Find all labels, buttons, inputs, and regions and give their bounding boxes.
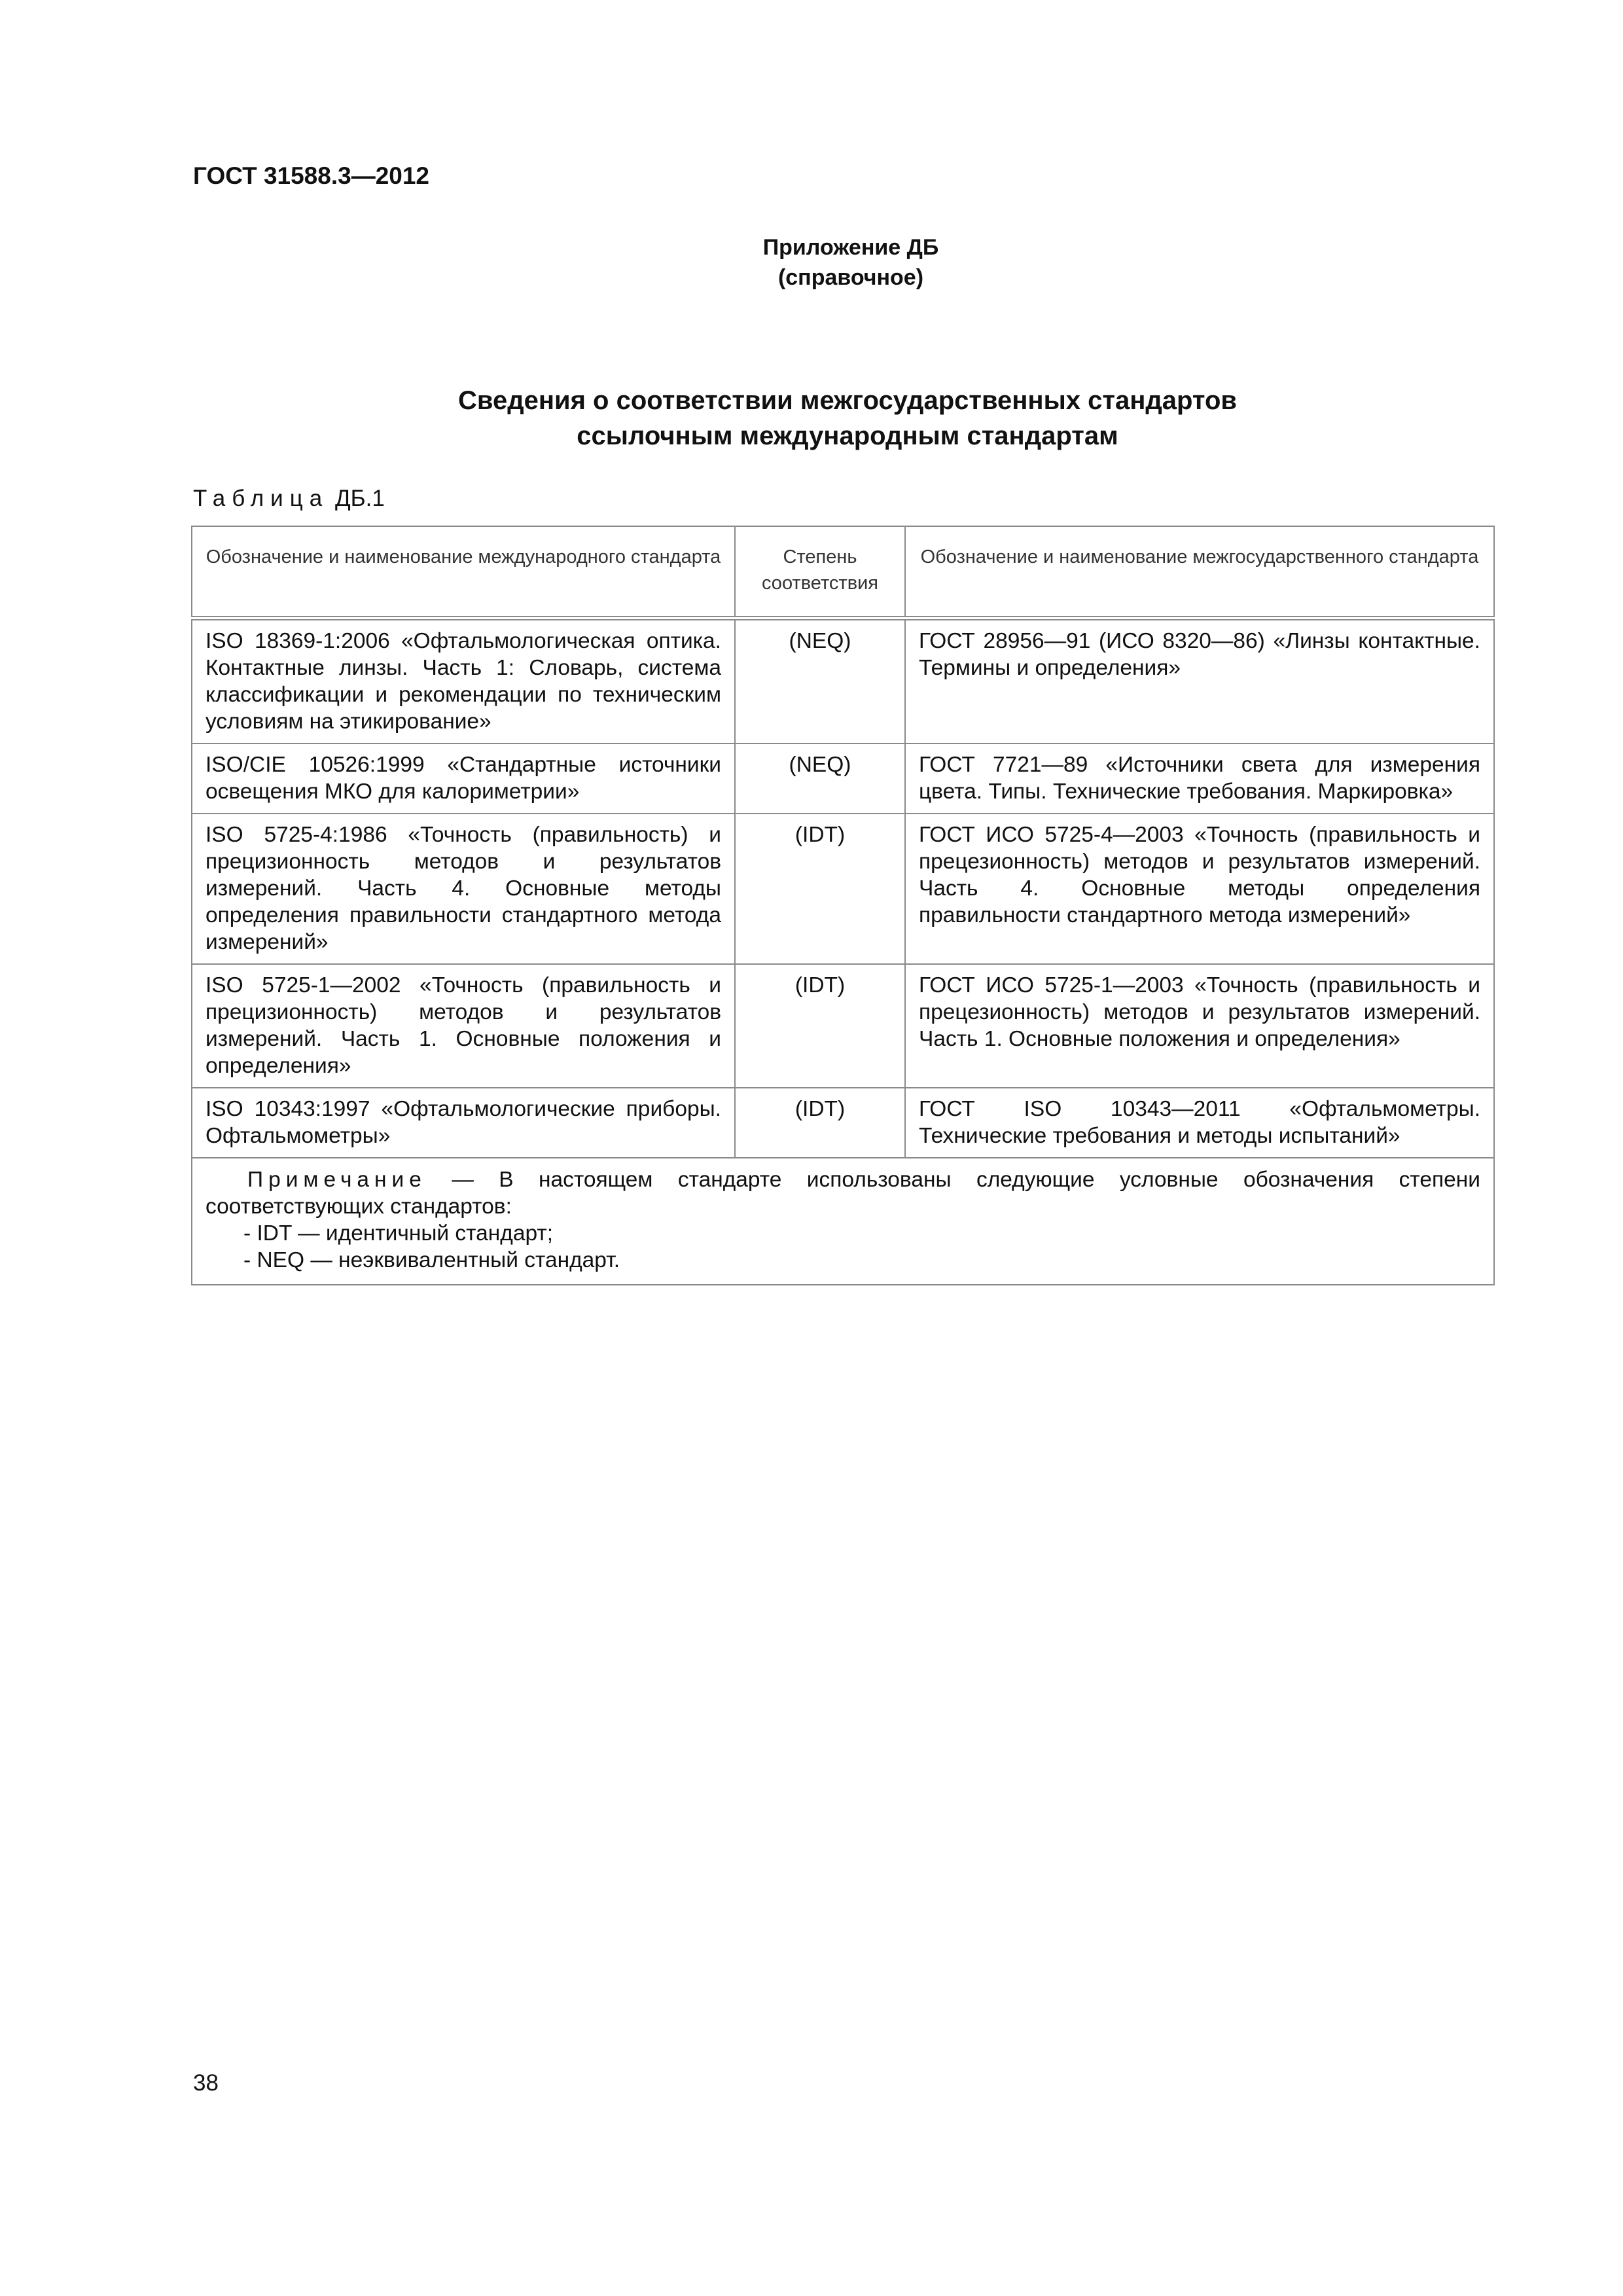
table-note-row bbox=[192, 1158, 1494, 1285]
table-header-row bbox=[192, 526, 1494, 619]
column-header-international: Обозначение и наименование международного стандарта bbox=[192, 526, 735, 619]
appendix-subtitle: (справочное) bbox=[777, 265, 924, 290]
table-row bbox=[192, 1088, 1494, 1158]
note-label: Примечание bbox=[247, 1168, 427, 1192]
note-body: — В настоящем стандарте использованы следующие условные обозначения степени соответствующих стандартов: bbox=[205, 1168, 1480, 1219]
table-caption-word: Таблица bbox=[193, 486, 329, 511]
cell-international-standard: ISO/CIE 10526:1999 «Стандартные источники освещения МКО для калориметрии» bbox=[192, 744, 735, 814]
document-code: ГОСТ 31588.3—2012 bbox=[193, 162, 430, 189]
table-caption bbox=[193, 486, 385, 512]
cell-degree: (IDT) bbox=[735, 814, 905, 964]
table-row bbox=[192, 619, 1494, 744]
cell-interstate-standard: ГОСТ 28956—91 (ИСО 8320—86) «Линзы контактные. Термины и определения» bbox=[905, 619, 1494, 744]
page-number: 38 bbox=[193, 2070, 219, 2096]
section-title bbox=[193, 383, 1502, 454]
cell-degree: (NEQ) bbox=[735, 619, 905, 744]
table-caption-id: ДБ.1 bbox=[334, 486, 385, 511]
cell-interstate-standard: ГОСТ 7721—89 «Источники света для измерения цвета. Типы. Технические требования. Маркировка» bbox=[905, 744, 1494, 814]
cell-degree: (IDT) bbox=[735, 964, 905, 1088]
note-text bbox=[205, 1166, 1480, 1220]
cell-interstate-standard: ГОСТ ИСО 5725-1—2003 «Точность (правильность и прецезионность) методов и результатов измерений. Часть 1. Основные положения и определения» bbox=[905, 964, 1494, 1088]
cell-international-standard: ISO 5725-1—2002 «Точность (правильность и прецизионность) методов и результатов измерений. Часть 1. Основные положения и определения» bbox=[192, 964, 735, 1088]
column-header-degree: Степень соответствия bbox=[735, 526, 905, 619]
cell-interstate-standard: ГОСТ ISO 10343—2011 «Офтальмометры. Технические требования и методы испытаний» bbox=[905, 1088, 1494, 1158]
cell-international-standard: ISO 18369-1:2006 «Офтальмологическая оптика. Контактные линзы. Часть 1: Словарь, система классификации и рекомендации по техническим условиям на этикирование» bbox=[192, 619, 735, 744]
table-note bbox=[192, 1158, 1494, 1285]
column-header-interstate: Обозначение и наименование межгосударственного стандарта bbox=[905, 526, 1494, 619]
table-row bbox=[192, 744, 1494, 814]
standards-table bbox=[191, 526, 1495, 1285]
appendix-title: Приложение ДБ bbox=[762, 235, 939, 260]
cell-interstate-standard: ГОСТ ИСО 5725-4—2003 «Точность (правильность и прецезионность) методов и результатов измерений. Часть 4. Основные методы определения правильности стандартного метода измерений» bbox=[905, 814, 1494, 964]
cell-international-standard: ISO 5725-4:1986 «Точность (правильность) и прецизионность методов и результатов измерений. Часть 4. Основные методы определения правильности стандартного метода измерений» bbox=[192, 814, 735, 964]
section-title-line-1: Сведения о соответствии межгосударственных стандартов bbox=[458, 386, 1237, 415]
cell-international-standard: ISO 10343:1997 «Офтальмологические приборы. Офтальмометры» bbox=[192, 1088, 735, 1158]
note-list-item: - IDT — идентичный стандарт; bbox=[243, 1221, 554, 1246]
cell-degree: (IDT) bbox=[735, 1088, 905, 1158]
section-title-line-2: ссылочным международным стандартам bbox=[577, 422, 1118, 450]
appendix-heading bbox=[654, 232, 1047, 293]
cell-degree: (NEQ) bbox=[735, 744, 905, 814]
note-list-item: - NEQ — неэквивалентный стандарт. bbox=[243, 1248, 620, 1272]
table-row bbox=[192, 814, 1494, 964]
table-row bbox=[192, 964, 1494, 1088]
